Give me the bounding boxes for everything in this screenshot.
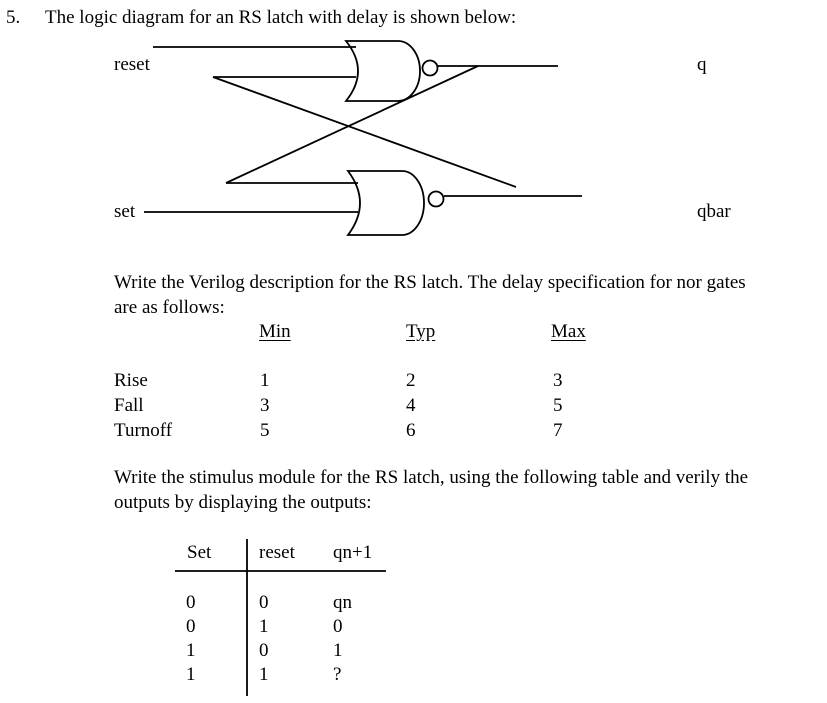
reset-label: reset <box>114 54 150 75</box>
upper-nor-gate <box>346 41 420 101</box>
delay-cell: 4 <box>406 395 416 416</box>
delay-row-label: Turnoff <box>114 420 173 441</box>
delay-header-max: Max <box>551 321 586 342</box>
task1-line1: Write the Verilog description for the RS latch. The delay specification for nor gates <box>114 272 746 293</box>
delay-cell: 6 <box>406 420 416 441</box>
truth-cell: 1 <box>259 664 269 685</box>
question-number: 5. <box>6 7 21 28</box>
delay-cell: 5 <box>553 395 563 416</box>
delay-header-typ: Typ <box>406 321 436 342</box>
truth-cell: 1 <box>186 664 196 685</box>
task1-line2: are as follows: <box>114 297 225 318</box>
lower-nor-inversion-bubble <box>429 192 444 207</box>
delay-cell: 2 <box>406 370 416 391</box>
q-feedback-wire <box>226 66 478 183</box>
delay-cell: 7 <box>553 420 563 441</box>
delay-row-label: Fall <box>114 395 144 416</box>
truth-cell: 0 <box>186 592 196 613</box>
task2-line2: outputs by displaying the outputs: <box>114 492 372 513</box>
truth-cell: qn <box>333 592 352 613</box>
truth-header-qn1: qn+1 <box>333 542 373 563</box>
delay-cell: 5 <box>260 420 270 441</box>
lower-nor-gate <box>348 171 424 235</box>
truth-cell: 0 <box>333 616 343 637</box>
truth-header-set: Set <box>187 542 212 563</box>
task2-line1: Write the stimulus module for the RS latch, using the following table and verily the <box>114 467 749 488</box>
qbar-label: qbar <box>697 201 731 222</box>
set-label: set <box>114 201 136 222</box>
truth-cell: 1 <box>333 640 343 661</box>
truth-cell: 0 <box>259 640 269 661</box>
q-label: q <box>697 54 707 75</box>
upper-nor-inversion-bubble <box>423 61 438 76</box>
delay-cell: 3 <box>260 395 270 416</box>
truth-cell: 1 <box>186 640 196 661</box>
delay-header-min: Min <box>259 321 291 342</box>
truth-cell: 1 <box>259 616 269 637</box>
delay-cell: 3 <box>553 370 563 391</box>
truth-cell: 0 <box>259 592 269 613</box>
delay-row-label: Rise <box>114 370 148 391</box>
delay-cell: 1 <box>260 370 270 391</box>
truth-header-reset: reset <box>259 542 295 563</box>
truth-cell: ? <box>333 664 342 685</box>
truth-cell: 0 <box>186 616 196 637</box>
question-intro: The logic diagram for an RS latch with delay is shown below: <box>45 7 517 28</box>
